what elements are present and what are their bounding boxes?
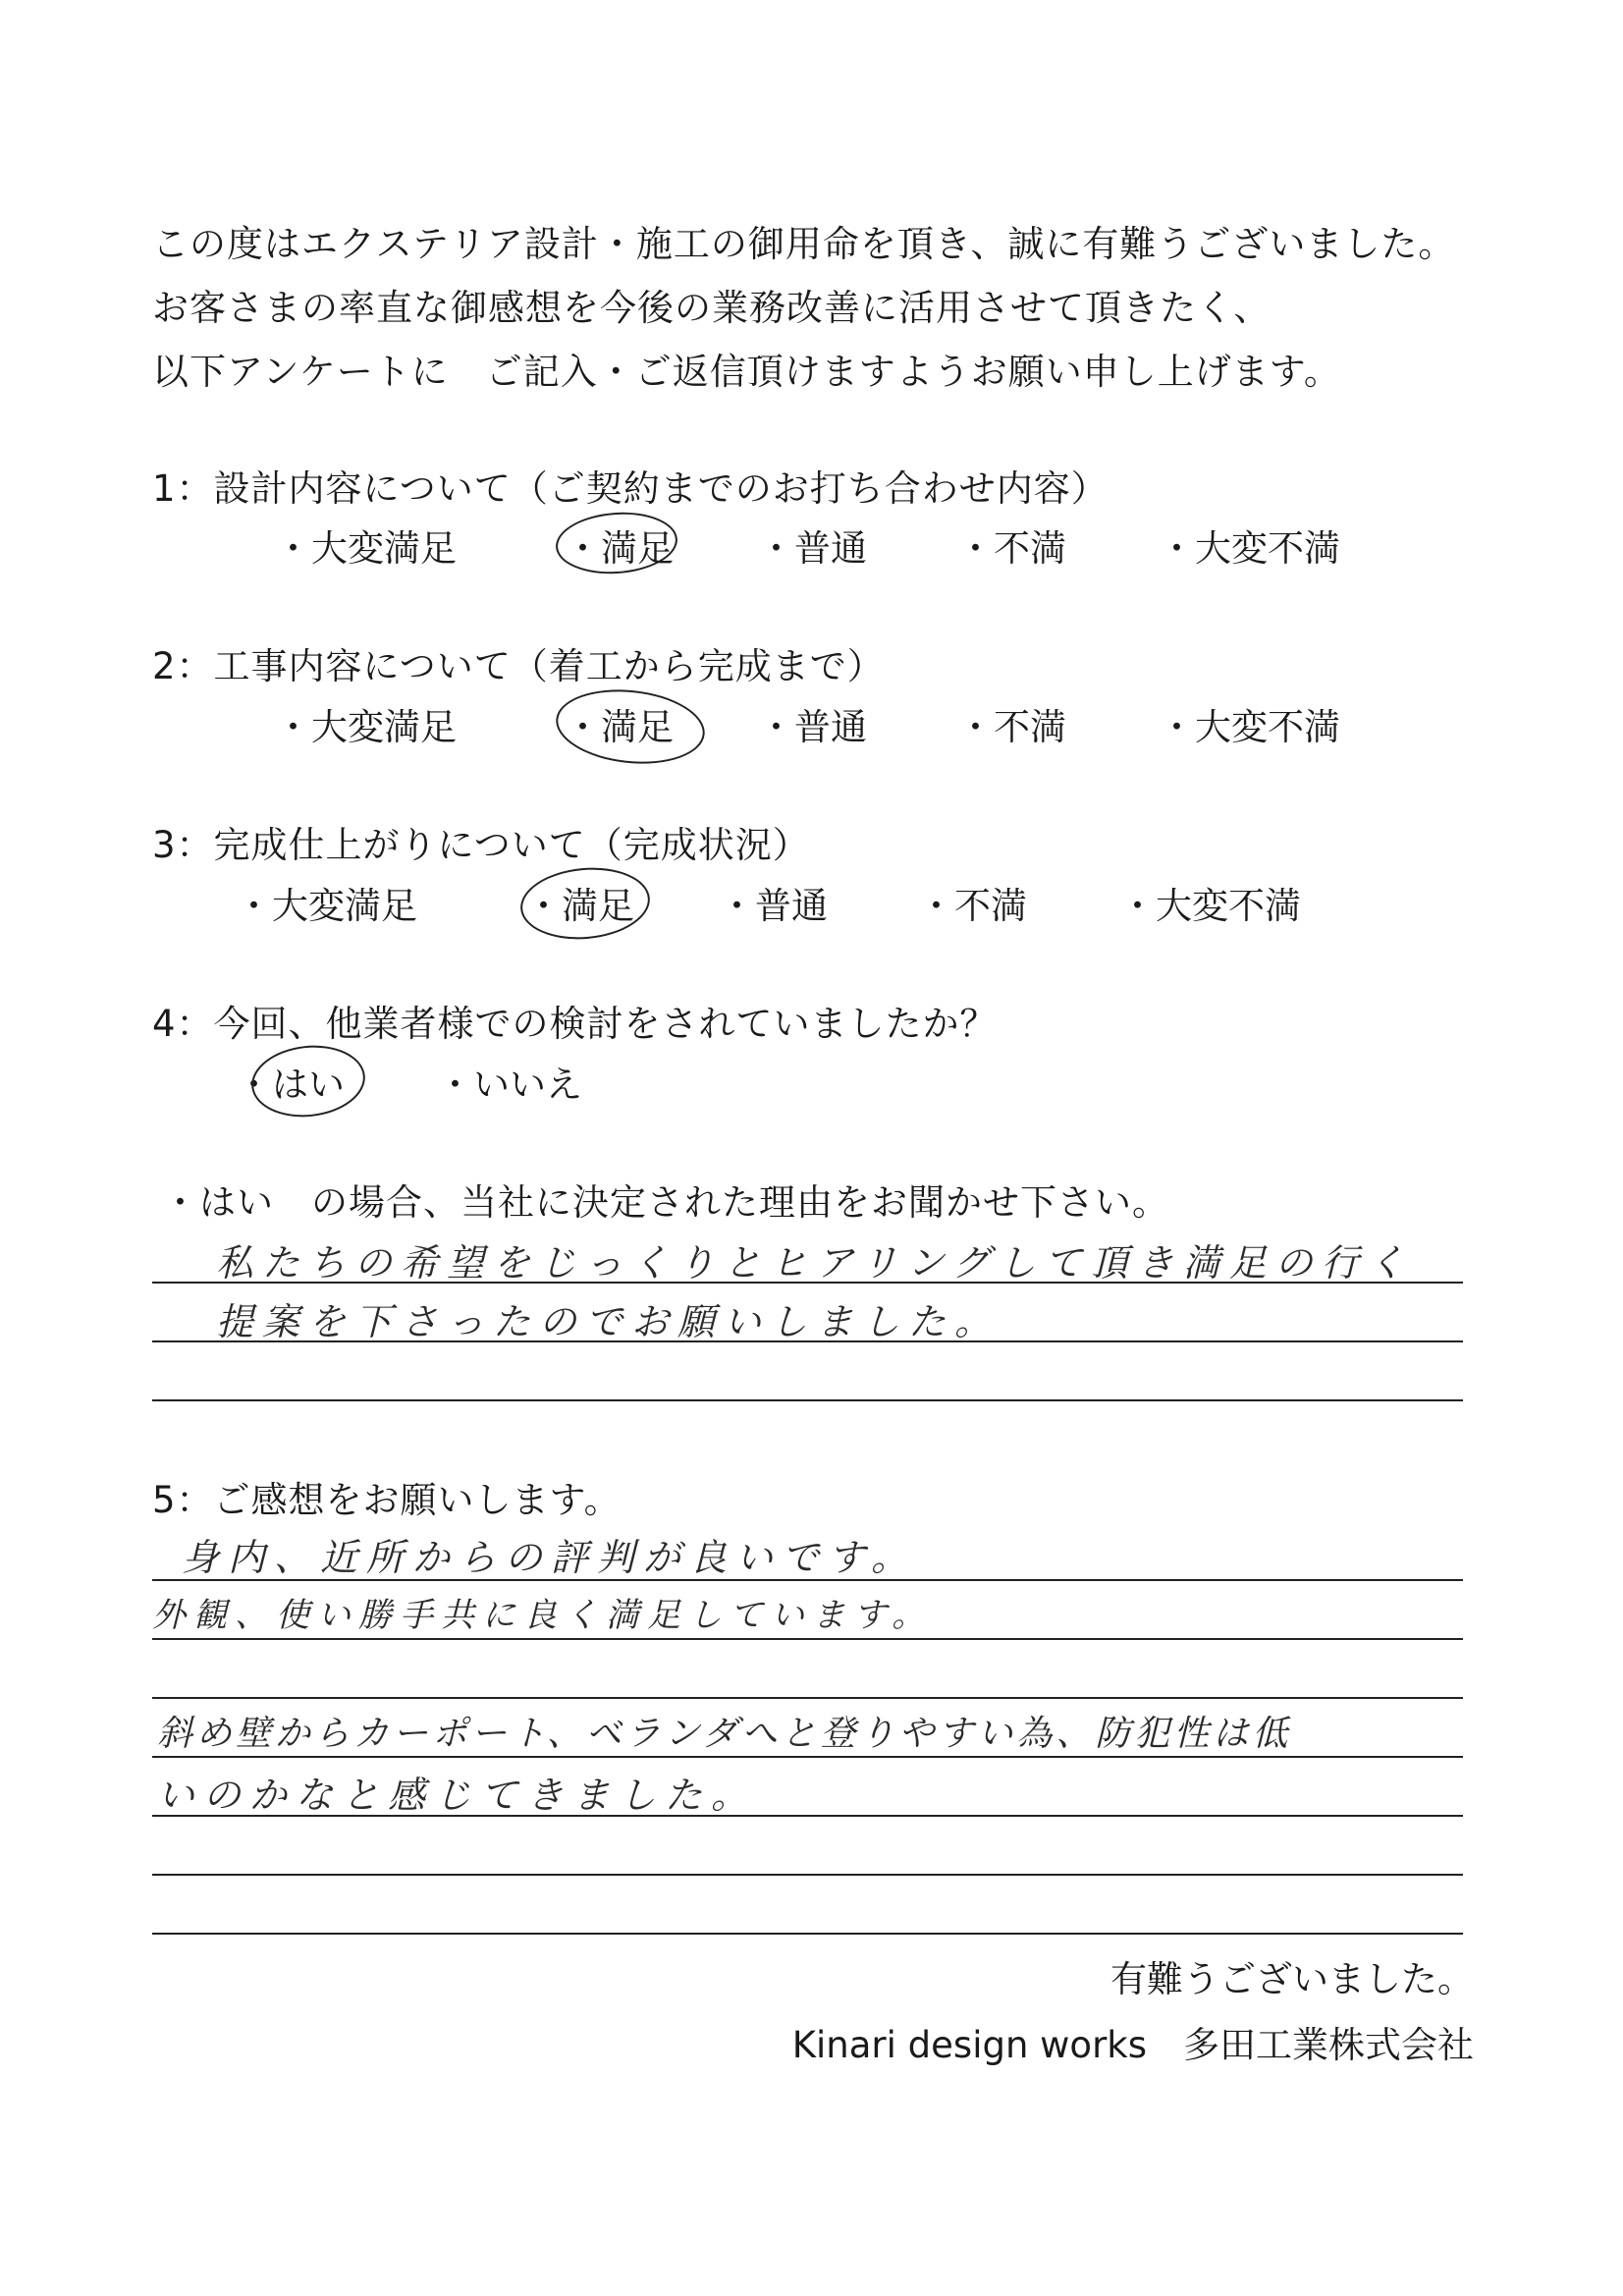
answer-line <box>152 1815 1463 1817</box>
q2-option-very-satisfied[interactable]: ・大変満足 <box>275 706 457 748</box>
q1-option-very-dissatisfied[interactable]: ・大変不満 <box>1159 527 1340 570</box>
question-2-label: 2：工事内容について（着工から完成まで） <box>152 645 885 687</box>
reason-handwritten-line-1: 私たちの希望をじっくりとヒアリングして頂き満足の行く <box>216 1241 1414 1285</box>
impressions-handwritten-line-5: いのかなと感じてきました。 <box>157 1774 758 1817</box>
reason-label: ・はい の場合、当社に決定された理由をお聞かせ下さい。 <box>162 1181 1169 1224</box>
impressions-handwritten-line-4: 斜め壁からカーポート、ベランダへと登りやすい為、防犯性は低 <box>157 1714 1292 1754</box>
q1-option-satisfied[interactable]: ・満足 <box>565 527 674 570</box>
impressions-handwritten-line-2: 外観、使い勝手共に良く満足しています。 <box>152 1596 934 1635</box>
q2-option-normal[interactable]: ・普通 <box>758 706 867 748</box>
question-3-label: 3：完成仕上がりについて（完成状況） <box>152 824 810 866</box>
answer-line <box>152 1399 1463 1401</box>
answer-line <box>152 1340 1463 1342</box>
q3-selection-circle <box>517 862 653 944</box>
q4-option-no[interactable]: ・いいえ <box>437 1064 582 1106</box>
q3-option-normal[interactable]: ・普通 <box>719 885 828 927</box>
footer-company: Kinari design works 多田工業株式会社 <box>791 2024 1474 2066</box>
question-4-label: 4：今回、他業者様での検討をされていましたか？ <box>152 1003 998 1045</box>
q1-option-normal[interactable]: ・普通 <box>758 527 867 570</box>
q2-option-very-dissatisfied[interactable]: ・大変不満 <box>1159 706 1340 748</box>
q1-option-very-satisfied[interactable]: ・大変満足 <box>275 527 457 570</box>
q4-option-yes[interactable]: ・はい <box>236 1064 345 1106</box>
reason-handwritten-line-2: 提案を下さったのでお願いしました。 <box>216 1300 1001 1343</box>
intro-line-2: お客さまの率直な御感想を今後の業務改善に活用させて頂きたく、 <box>152 287 1271 329</box>
q3-option-very-dissatisfied[interactable]: ・大変不満 <box>1119 885 1301 927</box>
answer-line <box>152 1756 1463 1758</box>
q4-selection-circle <box>248 1040 369 1122</box>
answer-line <box>152 1579 1463 1581</box>
q3-option-satisfied[interactable]: ・満足 <box>525 885 634 927</box>
q1-option-dissatisfied[interactable]: ・不満 <box>957 527 1066 570</box>
intro-line-1: この度はエクステリア設計・施工の御用命を頂き、誠に有難うございました。 <box>152 223 1456 265</box>
intro-line-3: 以下アンケートに ご記入・ご返信頂けますようお願い申し上げます。 <box>152 351 1341 393</box>
answer-line <box>152 1638 1463 1640</box>
footer-thanks: 有難うございました。 <box>1110 1958 1474 2000</box>
question-1-label: 1：設計内容について（ご契約までのお打ち合わせ内容） <box>152 467 1109 510</box>
q2-option-satisfied[interactable]: ・満足 <box>565 706 674 748</box>
answer-line <box>152 1933 1463 1935</box>
q3-option-dissatisfied[interactable]: ・不満 <box>918 885 1027 927</box>
answer-line <box>152 1874 1463 1876</box>
answer-line <box>152 1282 1463 1284</box>
q3-option-very-satisfied[interactable]: ・大変満足 <box>236 885 417 927</box>
impressions-handwritten-line-1: 身内、近所からの評判が良いです。 <box>182 1536 917 1579</box>
impressions-label: 5：ご感想をお願いします。 <box>152 1479 622 1521</box>
answer-line <box>152 1697 1463 1699</box>
q2-option-dissatisfied[interactable]: ・不満 <box>957 706 1066 748</box>
q2-selection-circle <box>553 683 709 770</box>
